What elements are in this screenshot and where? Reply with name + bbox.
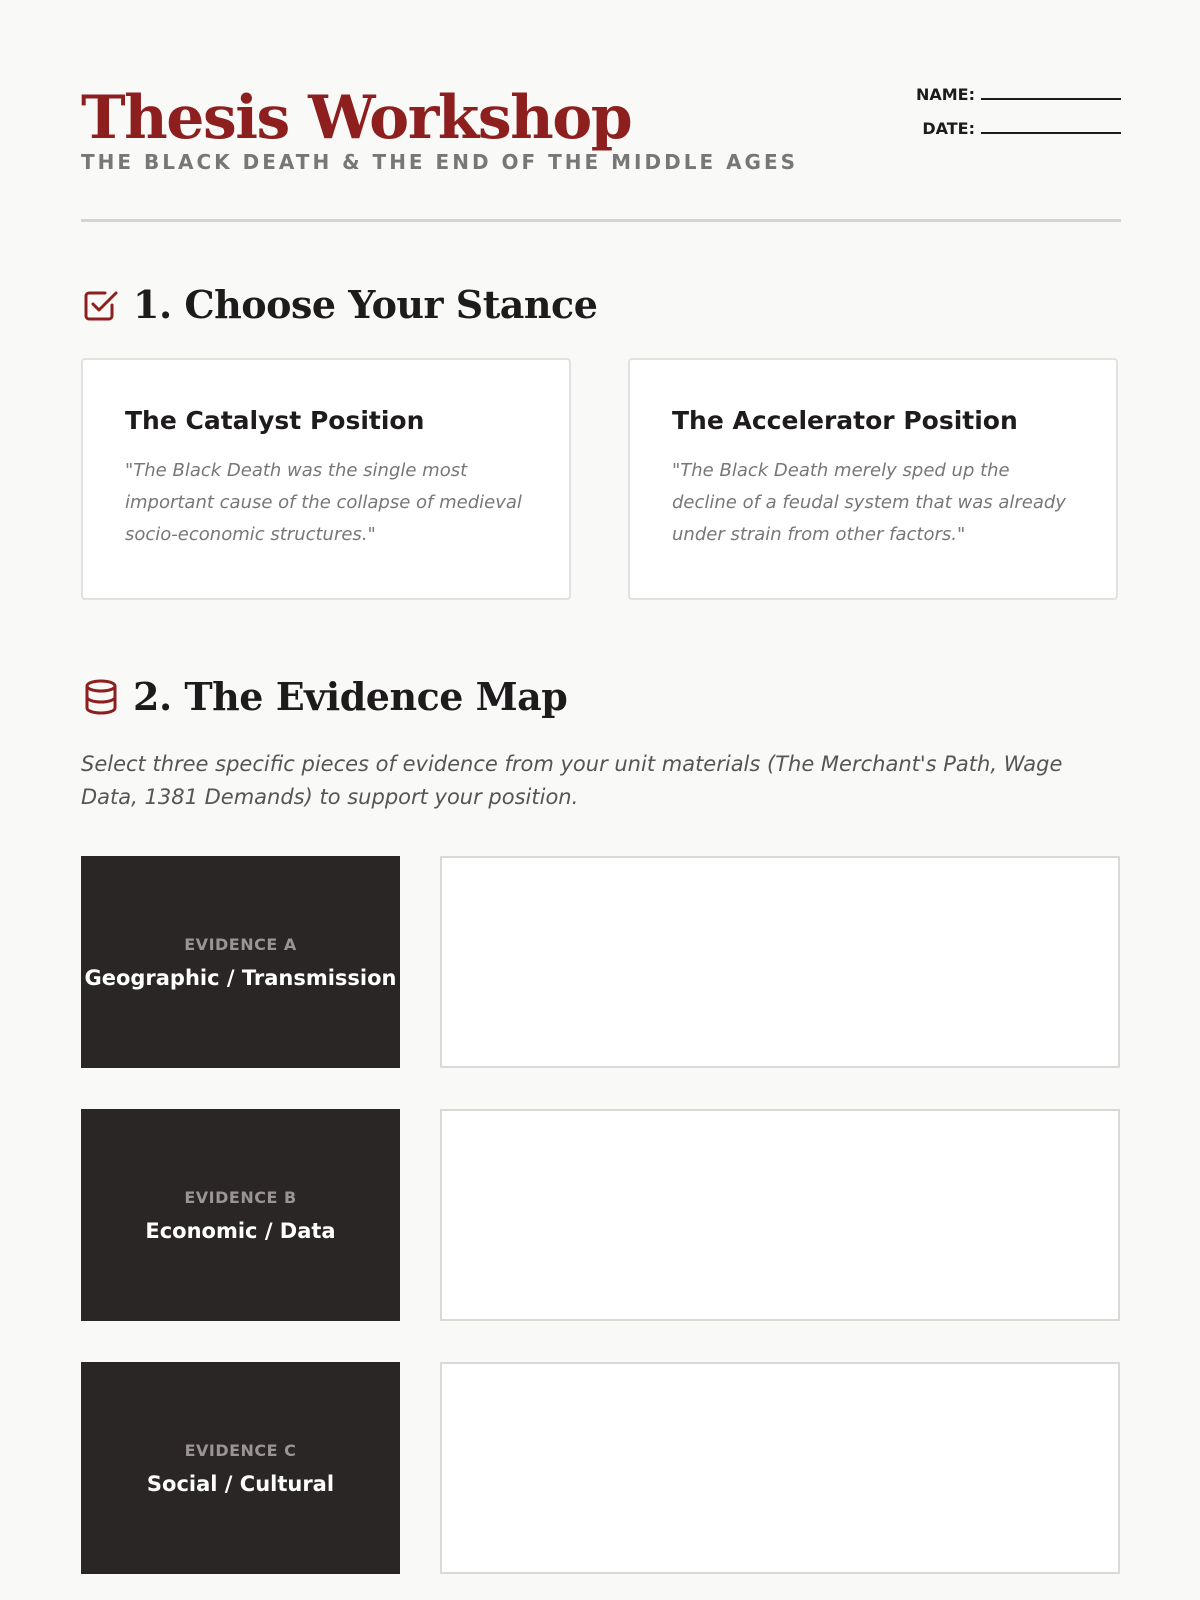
evidence-category: Social / Cultural (146, 1471, 335, 1496)
section-2-heading (81, 674, 567, 719)
date-field-row (916, 116, 1121, 150)
page-title: Thesis Workshop (81, 83, 632, 153)
stance-card-quote: "The Black Death was the single most important cause of the collapse of medieval socio-economic structures." (125, 460, 522, 545)
page-subtitle: THE BLACK DEATH & THE END OF THE MIDDLE AGES (81, 150, 799, 174)
evidence-instructions: Select three specific pieces of evidence from your unit materials (The Merchant's Path, Wage Data, 1381 Demands) to support your position. (81, 752, 1063, 809)
evidence-c-input[interactable] (440, 1362, 1120, 1574)
evidence-a-label (81, 856, 400, 1068)
name-field-row (916, 82, 1121, 116)
date-field[interactable] (981, 116, 1121, 134)
evidence-kicker: EVIDENCE C (184, 1440, 297, 1460)
name-field[interactable] (981, 82, 1121, 100)
database-icon (81, 677, 121, 717)
evidence-b-label (81, 1109, 400, 1321)
evidence-b-input[interactable] (440, 1109, 1120, 1321)
evidence-a-input[interactable] (440, 856, 1120, 1068)
checkbox-icon (81, 285, 121, 325)
stance-card-title: The Accelerator Position (672, 406, 1018, 435)
header (81, 82, 1121, 222)
evidence-kicker: EVIDENCE A (184, 934, 297, 954)
stance-card-accelerator[interactable] (628, 358, 1118, 600)
header-divider (81, 219, 1121, 222)
evidence-kicker: EVIDENCE B (184, 1187, 297, 1207)
stance-card-quote: "The Black Death merely sped up the decline of a feudal system that was already under strain from other factors." (672, 460, 1066, 545)
name-label: NAME: (915, 85, 975, 104)
stance-card-title: The Catalyst Position (125, 406, 425, 435)
section-2-title: 2. The Evidence Map (133, 674, 568, 719)
stance-card-catalyst[interactable] (81, 358, 571, 600)
evidence-category: Geographic / Transmission (84, 965, 397, 990)
date-label: DATE: (922, 119, 975, 138)
section-1-title: 1. Choose Your Stance (133, 282, 598, 327)
evidence-category: Economic / Data (145, 1218, 336, 1243)
section-1-heading (81, 282, 597, 327)
evidence-c-label (81, 1362, 400, 1574)
name-date-fields (916, 82, 1121, 150)
